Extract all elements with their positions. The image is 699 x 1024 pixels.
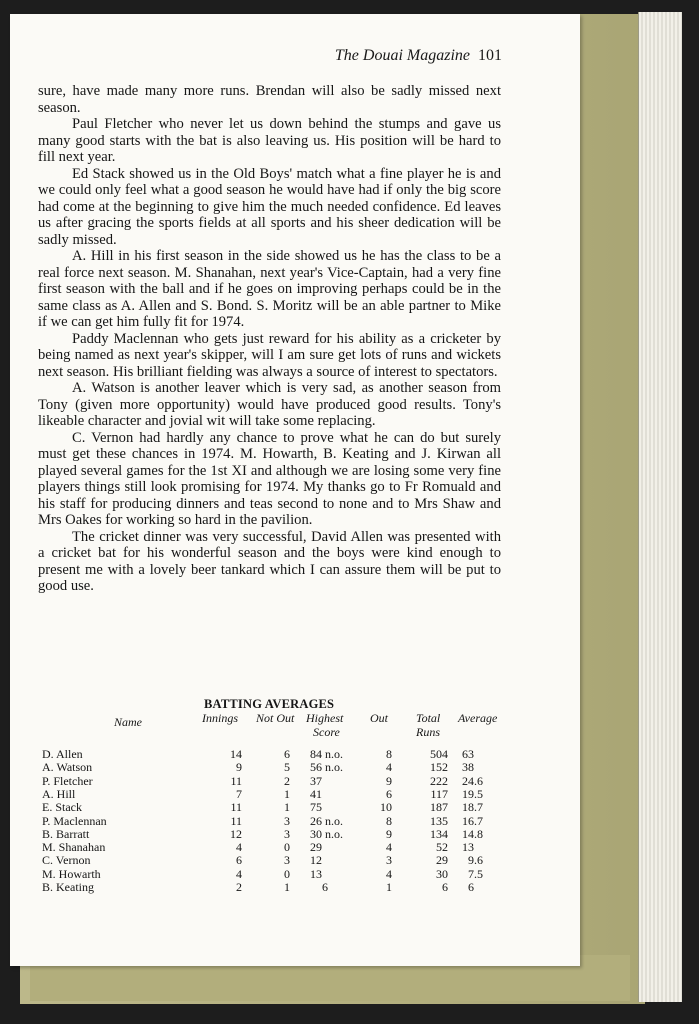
player-name: P. Fletcher <box>42 773 93 788</box>
paragraph: Paddy Maclennan who gets just reward for his ability as a cricketer by being named as next year's skipper, will I am sure get lots of runs and wickets next season. His brilliant fielding was always a source of interest to spectators. <box>38 330 501 380</box>
header-not-out: Not Out <box>256 711 295 725</box>
out: 1 <box>386 880 392 894</box>
out: 10 <box>380 800 392 815</box>
innings: 4 <box>236 866 242 881</box>
table-row <box>32 747 512 760</box>
article-body <box>38 83 501 595</box>
not-out: 0 <box>284 840 290 855</box>
header-innings: Innings <box>202 711 238 725</box>
header-total: Total <box>416 711 441 725</box>
table-row <box>32 787 512 800</box>
not-out: 1 <box>284 800 290 815</box>
table-row <box>32 867 512 880</box>
total-runs: 504 <box>430 747 448 761</box>
paragraph: A. Hill in his first season in the side showed us he has the class to be a real force next season. M. Shanahan, next year's Vice-Captain, had a very fine first season with the ball and if he goes on improving perhaps could be in the same class as A. Allen and S. Bond. S. Moritz will be an able partner to Mike if we can get him fully fit for 1974. <box>38 248 501 330</box>
table-row <box>32 800 512 813</box>
highest-score: 26 n.o. <box>310 813 343 828</box>
header-name: Name <box>114 715 142 729</box>
not-out: 3 <box>284 826 290 841</box>
highest-score: 56 n.o. <box>310 760 343 775</box>
paragraph: Ed Stack showed us in the Old Boys' match what a fine player he is and we could only feel what a good season he would have had if only the big score had come at the beginning to give him the much needed confidence. Ed leaves us after gracing the sports fields at all sports and his sheer dedication will be sadly missed. <box>38 165 501 248</box>
total-runs: 30 <box>436 866 448 881</box>
out: 9 <box>386 773 392 788</box>
total-runs: 29 <box>436 853 448 868</box>
total-runs: 6 <box>442 880 448 894</box>
header-runs: Runs <box>416 725 440 739</box>
not-out: 2 <box>284 773 290 788</box>
average: 24.6 <box>462 773 483 788</box>
innings: 14 <box>230 747 242 761</box>
header-out: Out <box>370 711 388 725</box>
page-edges <box>638 12 682 1002</box>
innings: 6 <box>236 853 242 868</box>
average: 18.7 <box>462 800 483 815</box>
not-out: 6 <box>284 747 290 761</box>
not-out: 1 <box>284 880 290 894</box>
magazine-page <box>10 14 580 966</box>
total-runs: 152 <box>430 760 448 775</box>
table-row <box>32 840 512 853</box>
total-runs: 135 <box>430 813 448 828</box>
average: 38 <box>462 760 474 775</box>
out: 3 <box>386 853 392 868</box>
player-name: A. Watson <box>42 760 93 775</box>
highest-score: 30 n.o. <box>310 826 343 841</box>
player-name: M. Howarth <box>42 866 101 881</box>
table-title: BATTING AVERAGES <box>204 697 335 711</box>
out: 8 <box>386 813 392 828</box>
not-out: 1 <box>284 786 290 801</box>
total-runs: 222 <box>430 773 448 788</box>
innings: 11 <box>230 800 242 815</box>
paragraph: C. Vernon had hardly any chance to prove what he can do but surely must get these chances in 1974. M. Howarth, B. Keating and J. Kirwan all played several games for the 1st XI and although we are losing some very fine players things still look promising for 1974. My thanks go to Fr Romuald and his staff for producing dinners and teas second to none and to Mrs Shaw and Mrs Oakes for working so hard in the pavilion. <box>38 429 501 528</box>
page-number: 101 <box>478 47 502 64</box>
paragraph: sure, have made many more runs. Brendan will also be sadly missed next season. <box>38 83 501 116</box>
player-name: C. Vernon <box>42 853 91 868</box>
table-row <box>32 827 512 840</box>
out: 6 <box>386 786 392 801</box>
average: 63 <box>462 747 474 761</box>
player-name: B. Keating <box>42 880 94 894</box>
out: 9 <box>386 826 392 841</box>
average: 19.5 <box>462 786 483 801</box>
table-row <box>32 774 512 787</box>
average: 7.5 <box>468 866 483 881</box>
player-name: P. Maclennan <box>42 813 107 828</box>
highest-score: 84 n.o. <box>310 747 343 761</box>
highest-score: 41 <box>310 786 322 801</box>
paragraph: Paul Fletcher who never let us down behind the stumps and gave us many good starts with the bat is also leaving us. His position will be hard to fill next year. <box>38 116 501 165</box>
innings: 9 <box>236 760 242 775</box>
total-runs: 117 <box>430 786 448 801</box>
total-runs: 52 <box>436 840 448 855</box>
innings: 7 <box>236 786 242 801</box>
not-out: 3 <box>284 813 290 828</box>
highest-score: 12 <box>310 853 322 868</box>
average: 13 <box>462 840 474 855</box>
out: 8 <box>386 747 392 761</box>
player-name: A. Hill <box>42 786 76 801</box>
magazine-title: The Douai Magazine <box>334 47 470 64</box>
player-name: M. Shanahan <box>42 840 106 855</box>
innings: 2 <box>236 880 242 894</box>
running-header <box>335 47 502 65</box>
header-score: Score <box>313 725 340 739</box>
highest-score: 6 <box>322 880 328 894</box>
total-runs: 187 <box>430 800 448 815</box>
table-row <box>32 853 512 866</box>
player-name: D. Allen <box>42 747 83 761</box>
out: 4 <box>386 760 392 775</box>
average: 6 <box>468 880 474 894</box>
total-runs: 134 <box>430 826 448 841</box>
out: 4 <box>386 866 392 881</box>
average: 16.7 <box>462 813 483 828</box>
paragraph: The cricket dinner was very successful, David Allen was presented with a cricket bat for his wonderful season and the boys were kind enough to present me with a lovely beer tankard which I can assure them will be put to good use. <box>38 528 501 594</box>
innings: 12 <box>230 826 242 841</box>
player-name: E. Stack <box>42 800 82 815</box>
table-row <box>32 760 512 773</box>
innings: 4 <box>236 840 242 855</box>
player-name: B. Barratt <box>42 826 90 841</box>
highest-score: 75 <box>310 800 322 815</box>
average: 14.8 <box>462 826 483 841</box>
out: 4 <box>386 840 392 855</box>
header-highest: Highest <box>306 711 344 725</box>
highest-score: 13 <box>310 866 322 881</box>
header-average: Average <box>458 711 498 725</box>
paragraph: A. Watson is another leaver which is very sad, as another season from Tony (given more opportunity) would have produced good results. Tony's likeable character and jovial wit will take some replacing. <box>38 380 501 429</box>
highest-score: 37 <box>310 773 322 788</box>
highest-score: 29 <box>310 840 322 855</box>
not-out: 3 <box>284 853 290 868</box>
table-row <box>32 880 512 893</box>
average: 9.6 <box>468 853 483 868</box>
innings: 11 <box>230 813 242 828</box>
not-out: 0 <box>284 866 290 881</box>
table-row <box>32 814 512 827</box>
not-out: 5 <box>284 760 290 775</box>
innings: 11 <box>230 773 242 788</box>
